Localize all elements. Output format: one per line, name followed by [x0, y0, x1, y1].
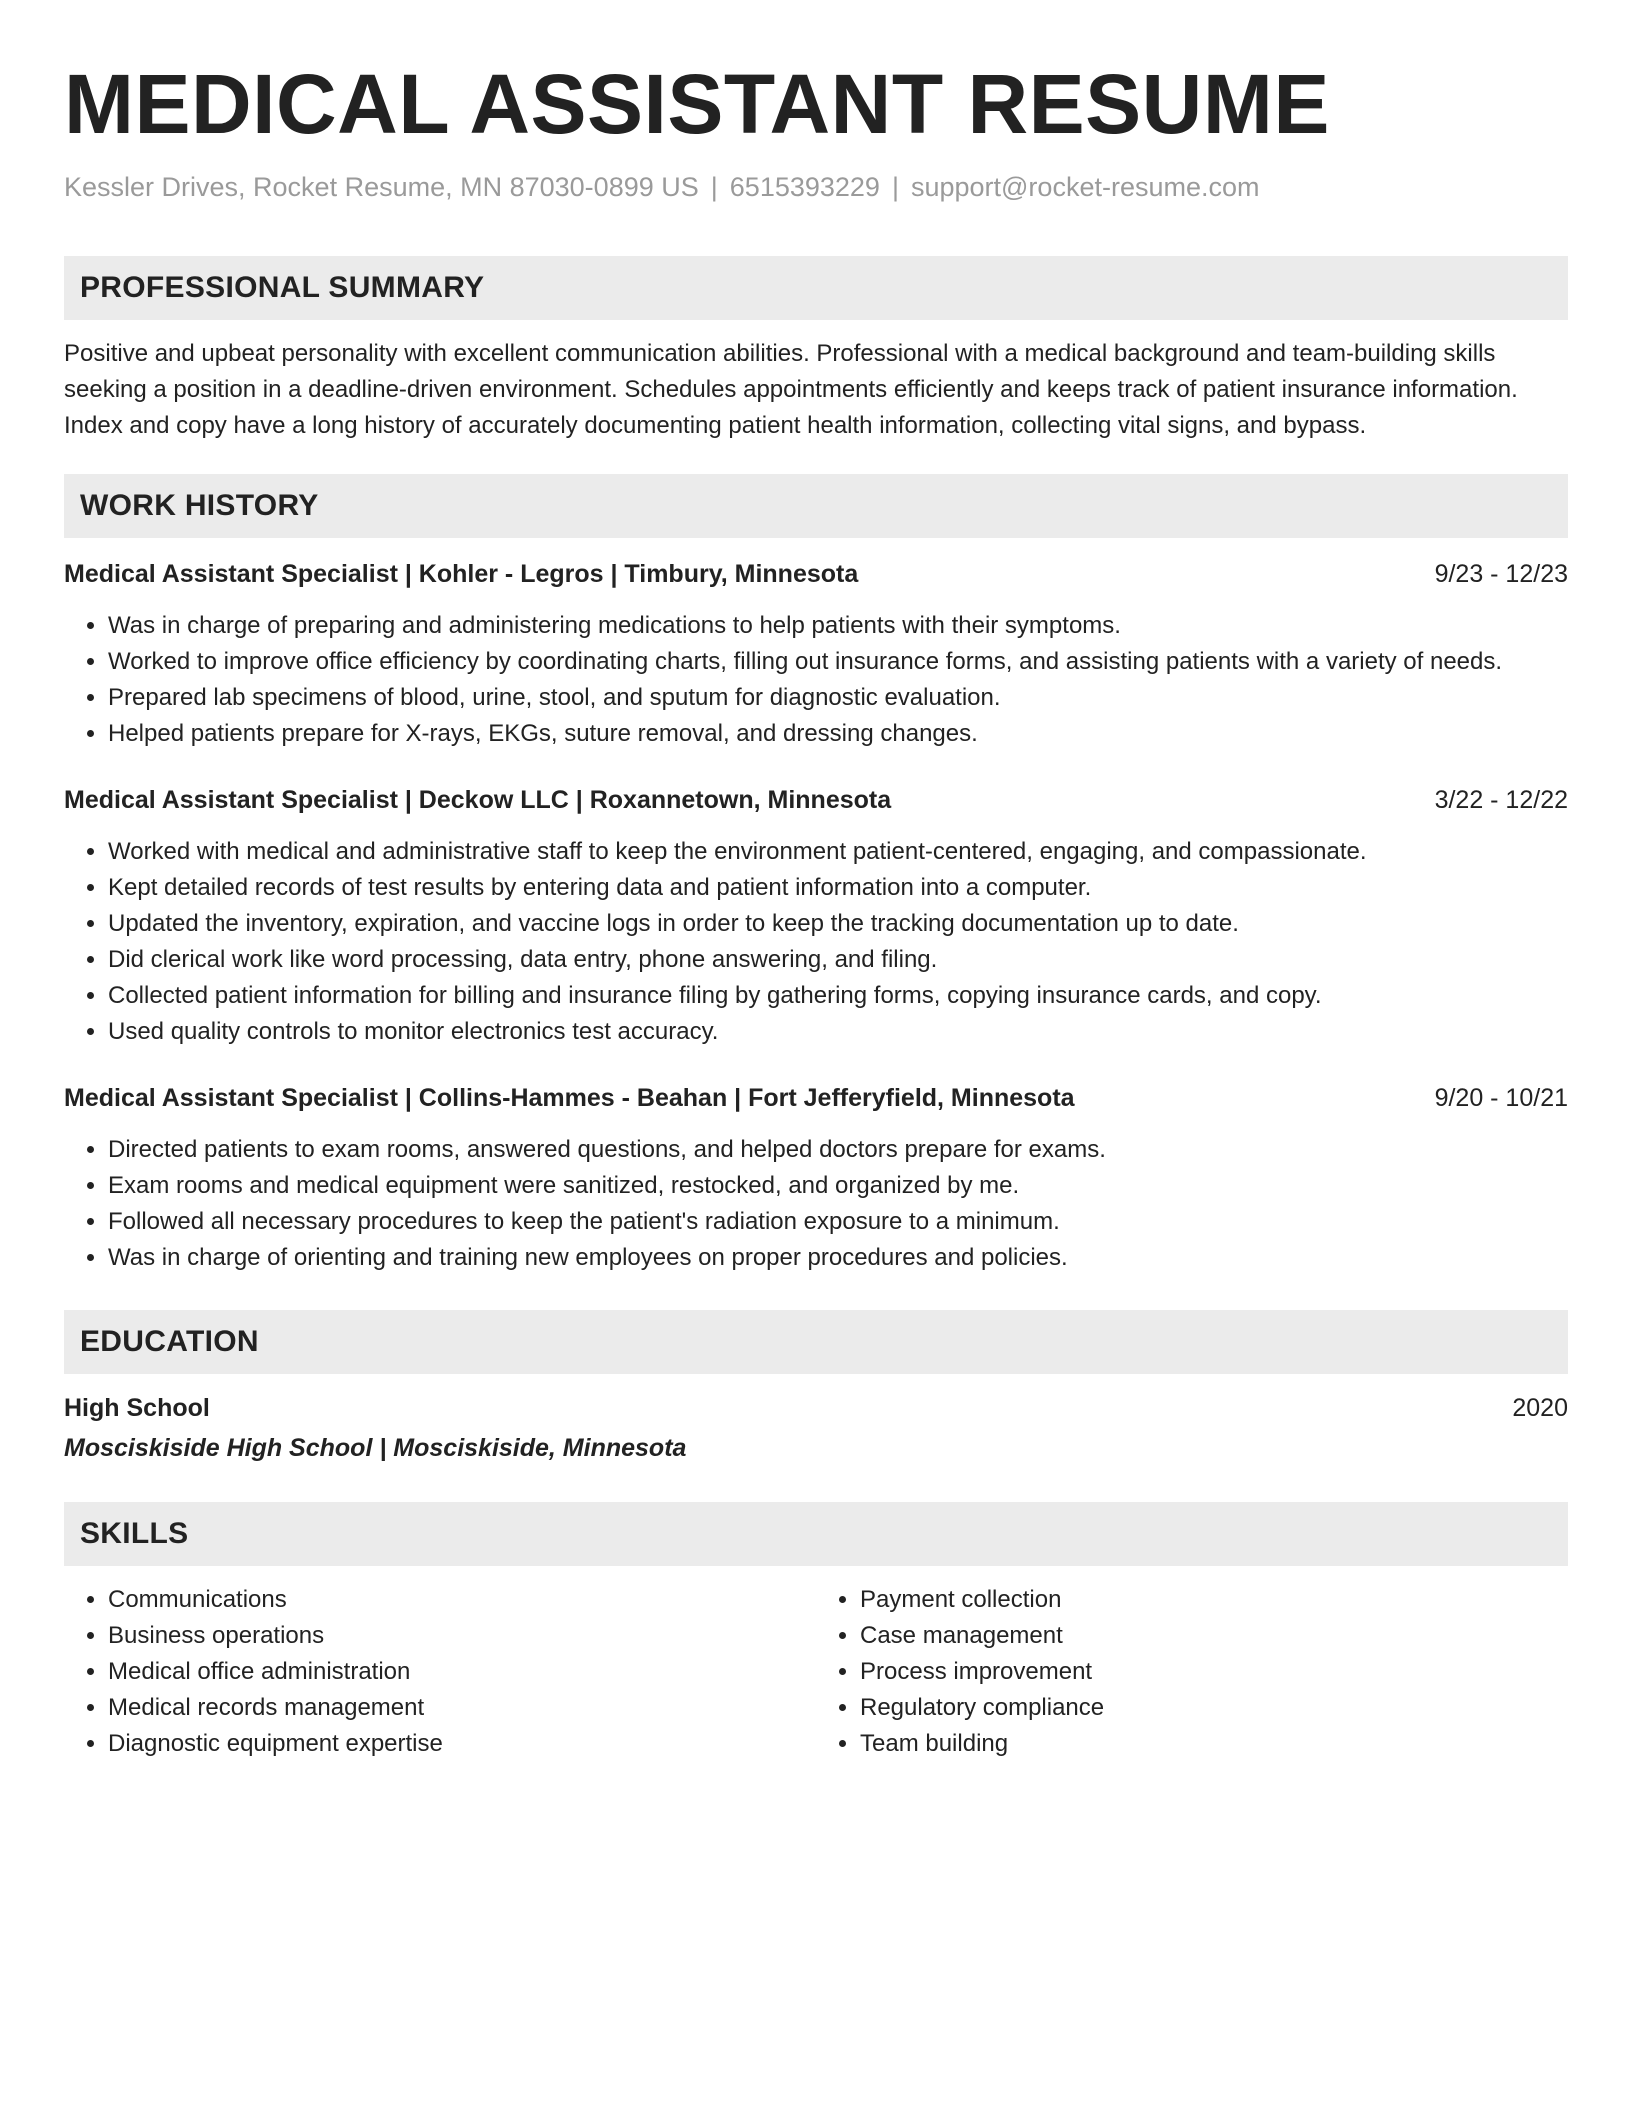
job-dates: 3/22 - 12/22 — [1434, 786, 1568, 814]
job-title: Medical Assistant Specialist | Collins-Hammes - Beahan | Fort Jefferyfield, Minnesota — [64, 1084, 1075, 1112]
job-header — [64, 556, 1568, 592]
skill-item: • Payment collection — [860, 1582, 1568, 1618]
job-title: Medical Assistant Specialist | Deckow LLC | Roxannetown, Minnesota — [64, 786, 892, 814]
job-bullet-list — [64, 1132, 1568, 1276]
education-school: Mosciskiside High School | Mosciskiside, Minnesota — [64, 1434, 687, 1462]
job-bullet: • Was in charge of preparing and administering medications to help patients with their symptoms. — [108, 608, 1568, 644]
job-bullet: • Worked to improve office efficiency by coordinating charts, filling out insurance forms, and assisting patients with a variety of needs. — [108, 644, 1568, 680]
section-header-work-history — [64, 474, 1568, 538]
contact-separator: | — [710, 172, 718, 202]
education-entry — [64, 1390, 1568, 1426]
job-bullet: • Exam rooms and medical equipment were sanitized, restocked, and organized by me. — [108, 1168, 1568, 1204]
skills-grid — [64, 1582, 1568, 1762]
summary-text: Positive and upbeat personality with excellent communication abilities. Professional with a medical background and team-building skills seeking a position in a deadline-driven environment. Schedules appointments efficiently and keeps track of patient insurance information. Index and copy have a long history of accurately documenting patient health information, collecting vital signs, and bypass. — [64, 340, 1518, 439]
section-header-summary — [64, 256, 1568, 320]
job-dates: 9/23 - 12/23 — [1434, 560, 1568, 588]
job-bullet: • Collected patient information for billing and insurance filing by gathering forms, copying insurance cards, and copy. — [108, 978, 1568, 1014]
job-bullet: • Kept detailed records of test results by entering data and patient information into a computer. — [108, 870, 1568, 906]
section-header-education — [64, 1310, 1568, 1374]
contact-address: Kessler Drives, Rocket Resume, MN 87030-0899 US — [64, 172, 699, 202]
skills-column-right — [816, 1582, 1568, 1762]
job-title: Medical Assistant Specialist | Kohler - Legros | Timbury, Minnesota — [64, 560, 859, 588]
skill-item: • Business operations — [108, 1618, 816, 1654]
contact-line — [64, 168, 1568, 206]
job-dates: 9/20 - 10/21 — [1434, 1084, 1568, 1112]
resume-title: MEDICAL ASSISTANT RESUME — [64, 57, 1330, 151]
job-header — [64, 1080, 1568, 1116]
job-bullet: • Worked with medical and administrative staff to keep the environment patient-centered, engaging, and compassionate. — [108, 834, 1568, 870]
section-heading: SKILLS — [80, 1517, 189, 1550]
skills-column-left — [64, 1582, 816, 1762]
job-header — [64, 782, 1568, 818]
skill-item: • Team building — [860, 1726, 1568, 1762]
education-degree: High School — [64, 1394, 210, 1422]
job-bullet-list — [64, 834, 1568, 1050]
job-bullet-list — [64, 608, 1568, 752]
section-heading: WORK HISTORY — [80, 489, 319, 522]
job-entry — [64, 556, 1568, 752]
education-year: 2020 — [1512, 1394, 1568, 1422]
section-header-skills — [64, 1502, 1568, 1566]
skill-item: • Case management — [860, 1618, 1568, 1654]
contact-phone: 6515393229 — [729, 172, 880, 202]
skill-item: • Diagnostic equipment expertise — [108, 1726, 816, 1762]
job-bullet: • Prepared lab specimens of blood, urine, stool, and sputum for diagnostic evaluation. — [108, 680, 1568, 716]
skill-item: • Medical records management — [108, 1690, 816, 1726]
job-bullet: • Helped patients prepare for X-rays, EKGs, suture removal, and dressing changes. — [108, 716, 1568, 752]
job-bullet: • Did clerical work like word processing, data entry, phone answering, and filing. — [108, 942, 1568, 978]
contact-separator: | — [891, 172, 899, 202]
skill-item: • Process improvement — [860, 1654, 1568, 1690]
job-bullet: • Directed patients to exam rooms, answered questions, and helped doctors prepare for exams. — [108, 1132, 1568, 1168]
skill-item: • Regulatory compliance — [860, 1690, 1568, 1726]
section-heading: EDUCATION — [80, 1325, 259, 1358]
skill-item: • Communications — [108, 1582, 816, 1618]
section-heading: PROFESSIONAL SUMMARY — [80, 271, 485, 304]
contact-email: support@rocket-resume.com — [910, 172, 1260, 202]
job-entry — [64, 782, 1568, 1050]
job-bullet: • Followed all necessary procedures to keep the patient's radiation exposure to a minimum. — [108, 1204, 1568, 1240]
job-bullet: • Was in charge of orienting and training new employees on proper procedures and policies. — [108, 1240, 1568, 1276]
skill-item: • Medical office administration — [108, 1654, 816, 1690]
job-entry — [64, 1080, 1568, 1276]
job-bullet: • Updated the inventory, expiration, and vaccine logs in order to keep the tracking documentation up to date. — [108, 906, 1568, 942]
job-bullet: • Used quality controls to monitor electronics test accuracy. — [108, 1014, 1568, 1050]
